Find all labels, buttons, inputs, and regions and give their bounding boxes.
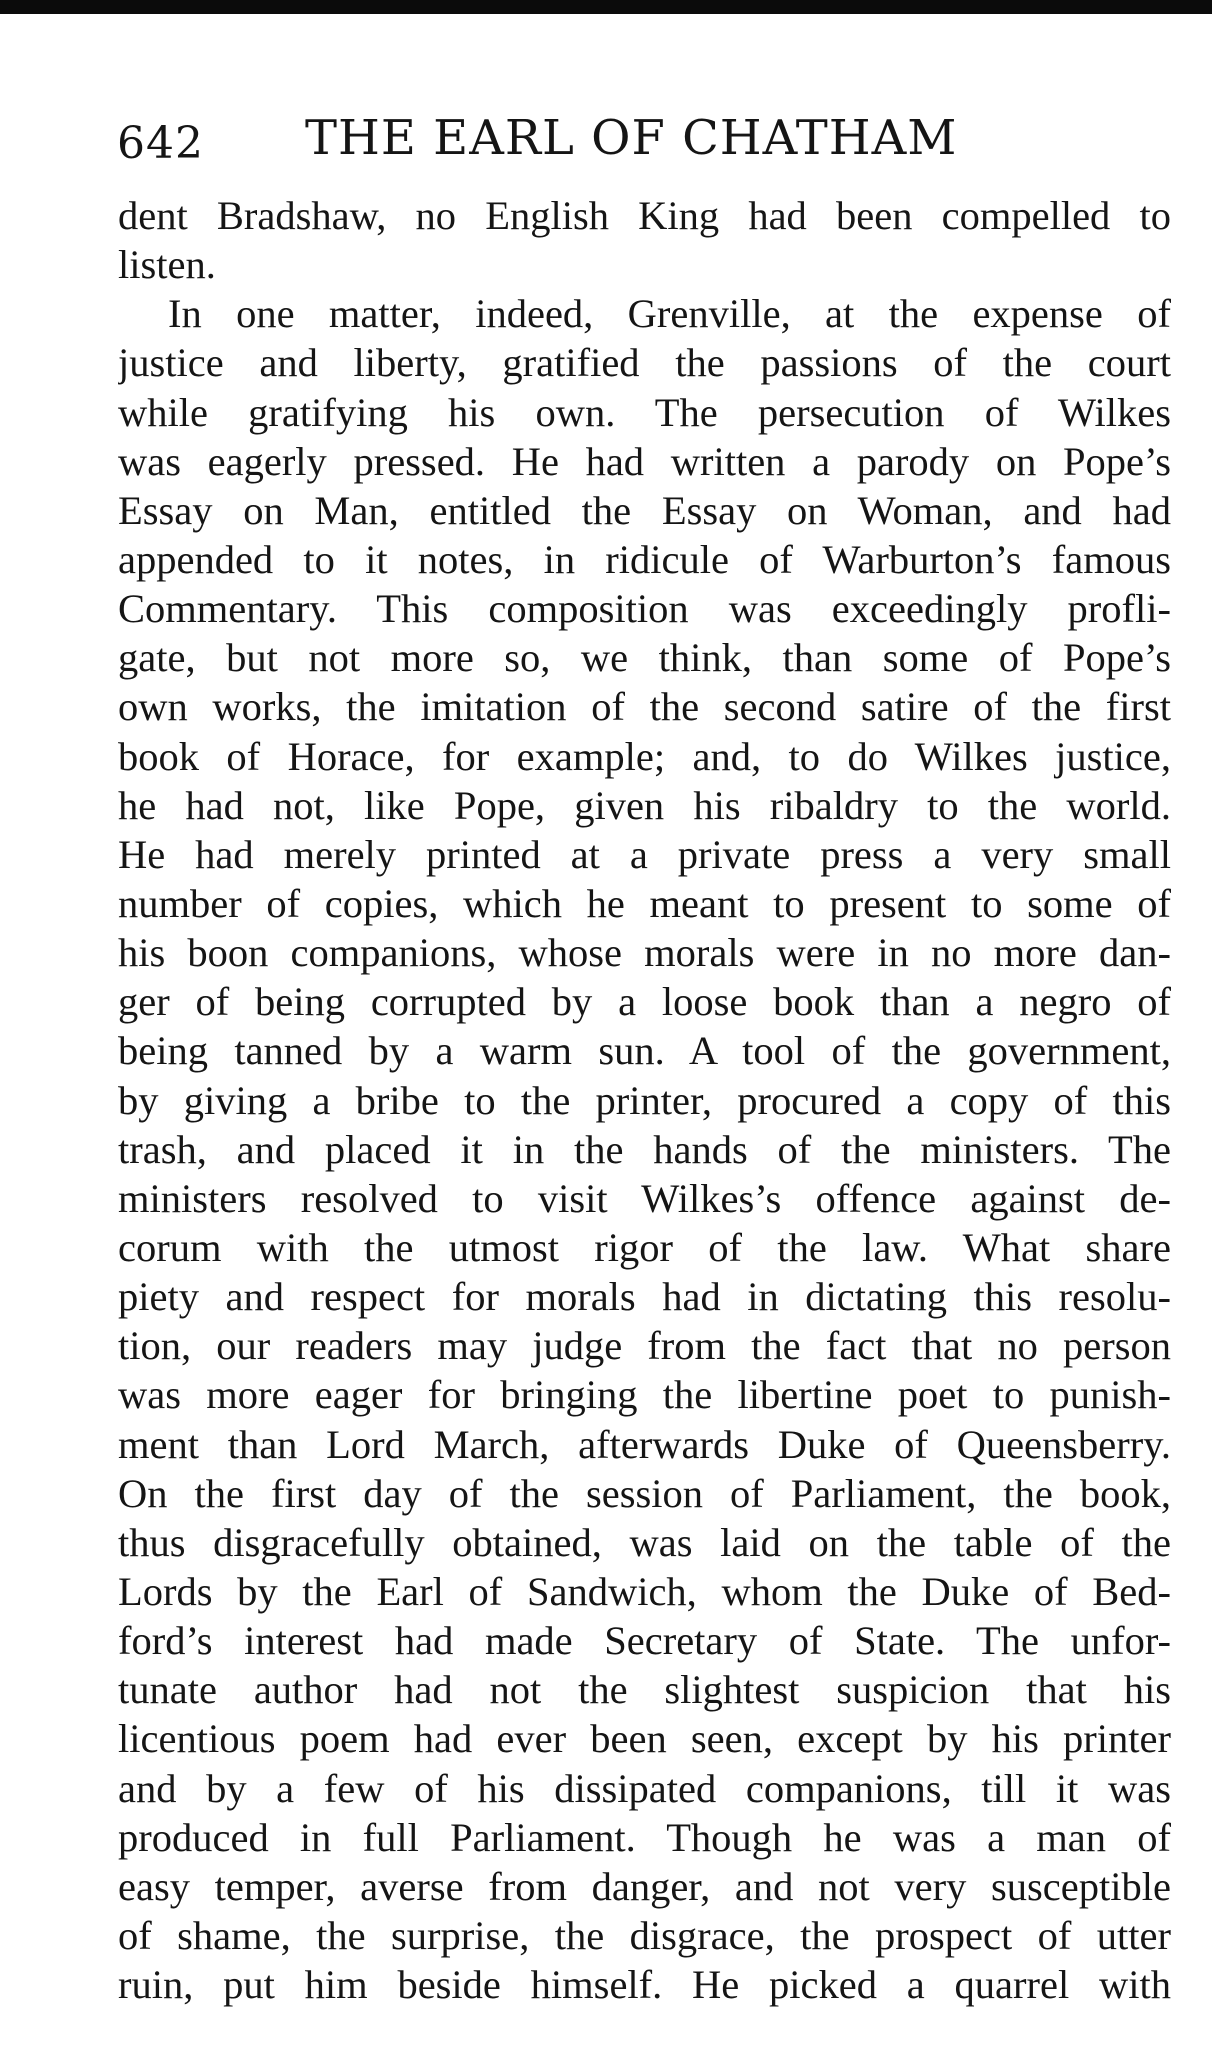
- text-line: ford’s interest had made Secretary of State. The unfor-: [118, 1618, 1171, 1664]
- text-line: thus disgracefully obtained, was laid on the table of the: [118, 1519, 1171, 1565]
- text-line: easy temper, averse from danger, and not very susceptible: [118, 1863, 1171, 1909]
- paragraph-first-line: In one matter, indeed, Grenville, at the expense of: [168, 291, 1171, 337]
- text-line: appended to it notes, in ridicule of Warburton’s famous: [118, 536, 1171, 582]
- running-title: THE EARL OF CHATHAM: [305, 110, 958, 166]
- text-line: dent Bradshaw, no English King had been compelled to: [118, 193, 1171, 238]
- text-line: while gratifying his own. The persecution of Wilkes: [118, 389, 1171, 435]
- running-head: [115, 110, 995, 174]
- text-line: being tanned by a warm sun. A tool of the government,: [118, 1028, 1171, 1074]
- text-line: ger of being corrupted by a loose book than a negro of: [118, 979, 1171, 1025]
- text-line: of shame, the surprise, the disgrace, the prospect of utter: [118, 1912, 1171, 1958]
- text-line: and by a few of his dissipated companions, till it was: [118, 1765, 1171, 1811]
- text-line: he had not, like Pope, given his ribaldry to the world.: [118, 782, 1171, 828]
- text-line: book of Horace, for example; and, to do Wilkes justice,: [118, 733, 1171, 779]
- text-line: He had merely printed at a private press a very small: [118, 831, 1171, 877]
- text-line: his boon companions, whose morals were in no more dan-: [118, 930, 1171, 976]
- text-line: ruin, put him beside himself. He picked a quarrel with: [118, 1962, 1171, 2008]
- text-line: was more eager for bringing the libertine poet to punish-: [118, 1372, 1171, 1418]
- text-line: gate, but not more so, we think, than some of Pope’s: [118, 635, 1171, 681]
- text-line: Lords by the Earl of Sandwich, whom the Duke of Bed-: [118, 1568, 1171, 1614]
- text-line: trash, and placed it in the hands of the ministers. The: [118, 1126, 1171, 1172]
- body-text: [118, 191, 1171, 2009]
- text-line: ment than Lord March, afterwards Duke of Queensberry.: [118, 1421, 1171, 1467]
- text-line: by giving a bribe to the printer, procured a copy of this: [118, 1077, 1171, 1123]
- text-line: produced in full Parliament. Though he was a man of: [118, 1814, 1171, 1860]
- text-line: number of copies, which he meant to present to some of: [118, 880, 1171, 926]
- text-line: Commentary. This composition was exceedingly profli-: [118, 586, 1171, 632]
- text-line: tunate author had not the slightest suspicion that his: [118, 1667, 1171, 1713]
- text-line: listen.: [118, 242, 216, 288]
- top-edge-rule: [0, 0, 1212, 14]
- text-line: corum with the utmost rigor of the law. What share: [118, 1224, 1171, 1270]
- text-line: justice and liberty, gratified the passions of the court: [118, 340, 1171, 386]
- text-line: ministers resolved to visit Wilkes’s offence against de-: [118, 1175, 1171, 1221]
- text-line: own works, the imitation of the second satire of the first: [118, 684, 1171, 730]
- text-line: tion, our readers may judge from the fact that no person: [118, 1323, 1171, 1369]
- page-number: 642: [117, 118, 204, 169]
- text-line: was eagerly pressed. He had written a parody on Pope’s: [118, 438, 1171, 484]
- text-line: licentious poem had ever been seen, except by his printer: [118, 1716, 1171, 1762]
- text-line: piety and respect for morals had in dictating this resolu-: [118, 1274, 1171, 1320]
- text-line: Essay on Man, entitled the Essay on Woman, and had: [118, 487, 1171, 533]
- text-line: On the first day of the session of Parliament, the book,: [118, 1470, 1171, 1516]
